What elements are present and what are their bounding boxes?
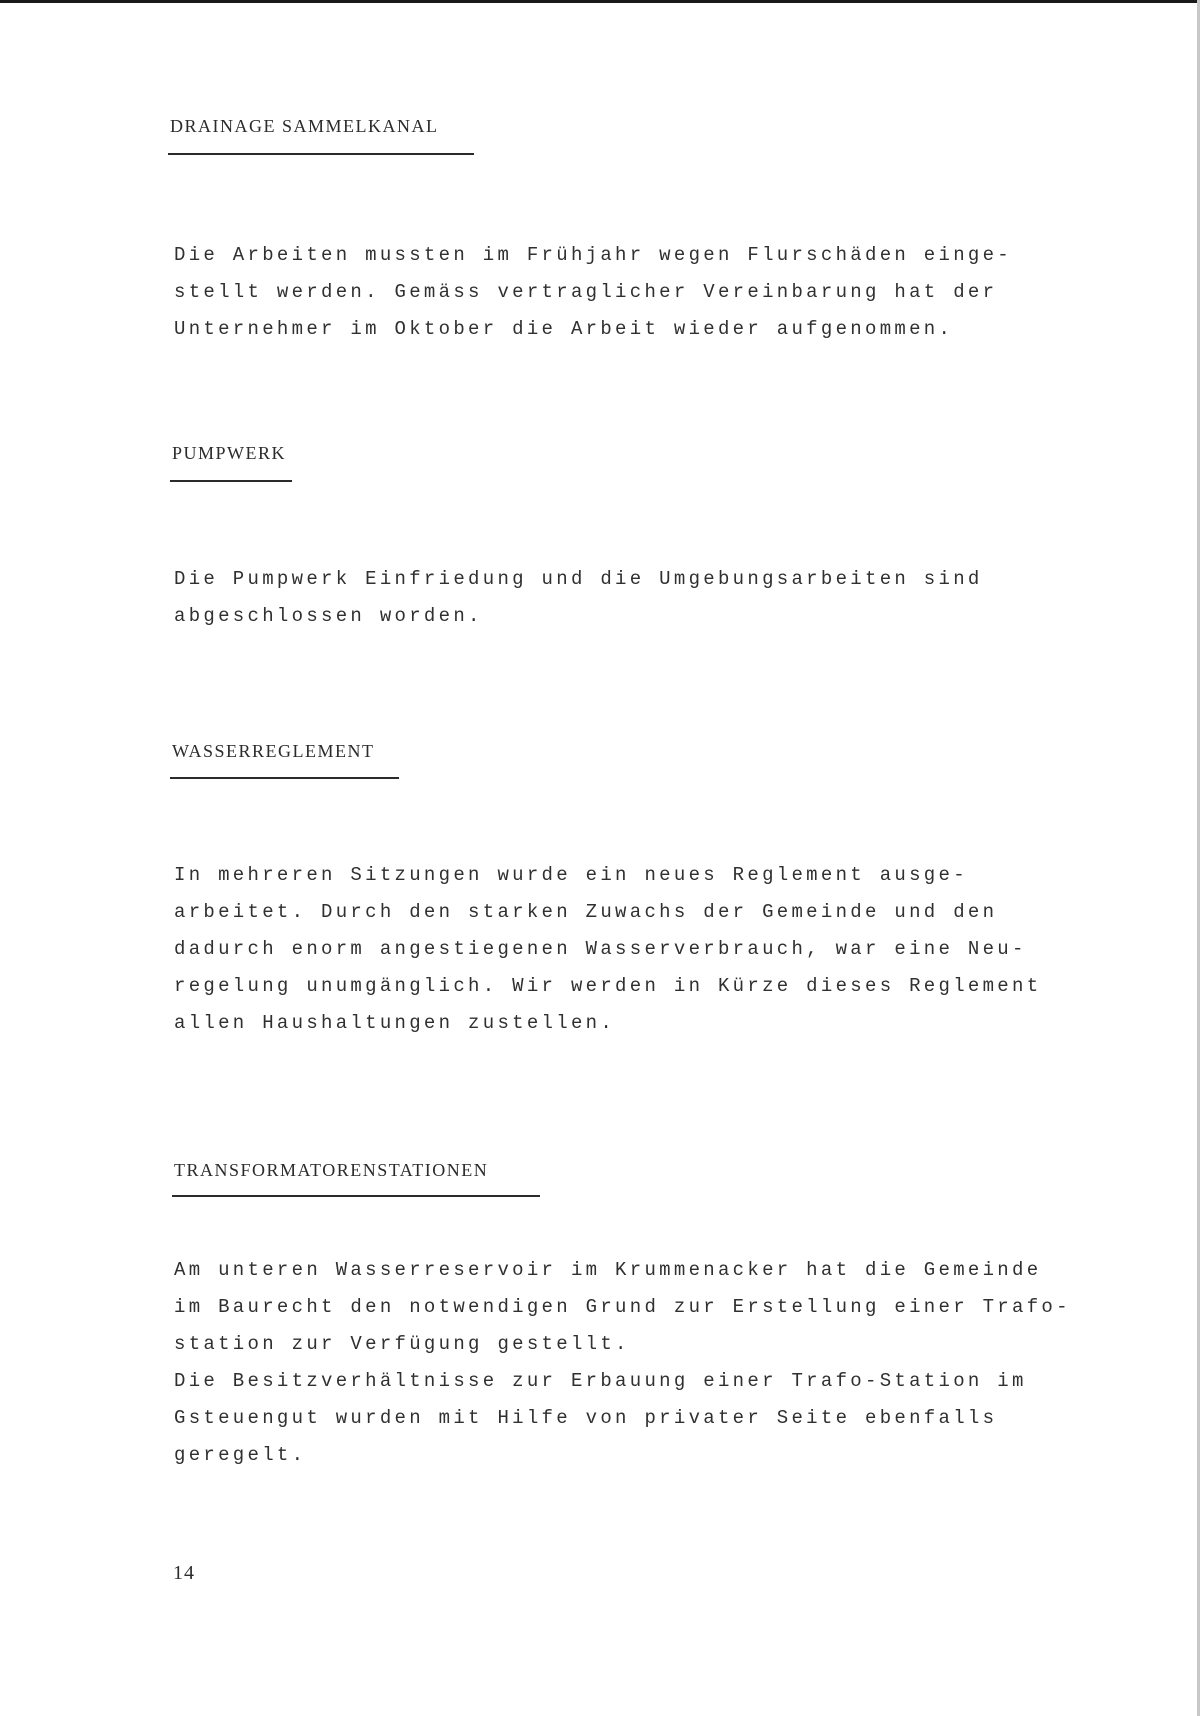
body-line: Die Arbeiten mussten im Frühjahr wegen Flurschäden einge- <box>174 244 1013 266</box>
body-line: Die Pumpwerk Einfriedung und die Umgebungsarbeiten sind <box>174 568 983 590</box>
body-line: allen Haushaltungen zustellen. <box>174 1012 616 1034</box>
section-heading-pumpwerk: PUMPWERK <box>172 443 287 463</box>
section-heading-drainage: DRAINAGE SAMMELKANAL <box>170 116 439 136</box>
body-line: Unternehmer im Oktober die Arbeit wieder aufgenommen. <box>174 318 954 340</box>
section-heading-transformatorenstationen: TRANSFORMATORENSTATIONEN <box>174 1160 489 1180</box>
page-number: 14 <box>173 1562 195 1584</box>
section-body-transformatorenstationen <box>174 1252 1071 1474</box>
heading-underline <box>168 153 474 155</box>
body-line: dadurch enorm angestiegenen Wasserverbrauch, war eine Neu- <box>174 938 1027 960</box>
heading-underline <box>172 1195 540 1197</box>
body-line: Die Besitzverhältnisse zur Erbauung einer Trafo-Station im <box>174 1370 1027 1392</box>
heading-underline <box>170 480 292 482</box>
section-body-drainage <box>174 237 1012 348</box>
section-body-pumpwerk <box>174 561 983 635</box>
body-line: im Baurecht den notwendigen Grund zur Erstellung einer Trafo- <box>174 1296 1071 1318</box>
body-line: stellt werden. Gemäss vertraglicher Vereinbarung hat der <box>174 281 998 303</box>
body-line: abgeschlossen worden. <box>174 605 483 627</box>
body-line: regelung unumgänglich. Wir werden in Kürze dieses Reglement <box>174 975 1042 997</box>
section-heading-wasserreglement: WASSERREGLEMENT <box>172 741 375 761</box>
section-body-wasserreglement <box>174 857 1041 1042</box>
body-line: geregelt. <box>174 1444 307 1466</box>
body-line: In mehreren Sitzungen wurde ein neues Reglement ausge- <box>174 864 968 886</box>
body-line: arbeitet. Durch den starken Zuwachs der Gemeinde und den <box>174 901 998 923</box>
body-line: station zur Verfügung gestellt. <box>174 1333 630 1355</box>
heading-underline <box>170 777 399 779</box>
body-line: Gsteuengut wurden mit Hilfe von privater Seite ebenfalls <box>174 1407 998 1429</box>
body-line: Am unteren Wasserreservoir im Krummenacker hat die Gemeinde <box>174 1259 1042 1281</box>
